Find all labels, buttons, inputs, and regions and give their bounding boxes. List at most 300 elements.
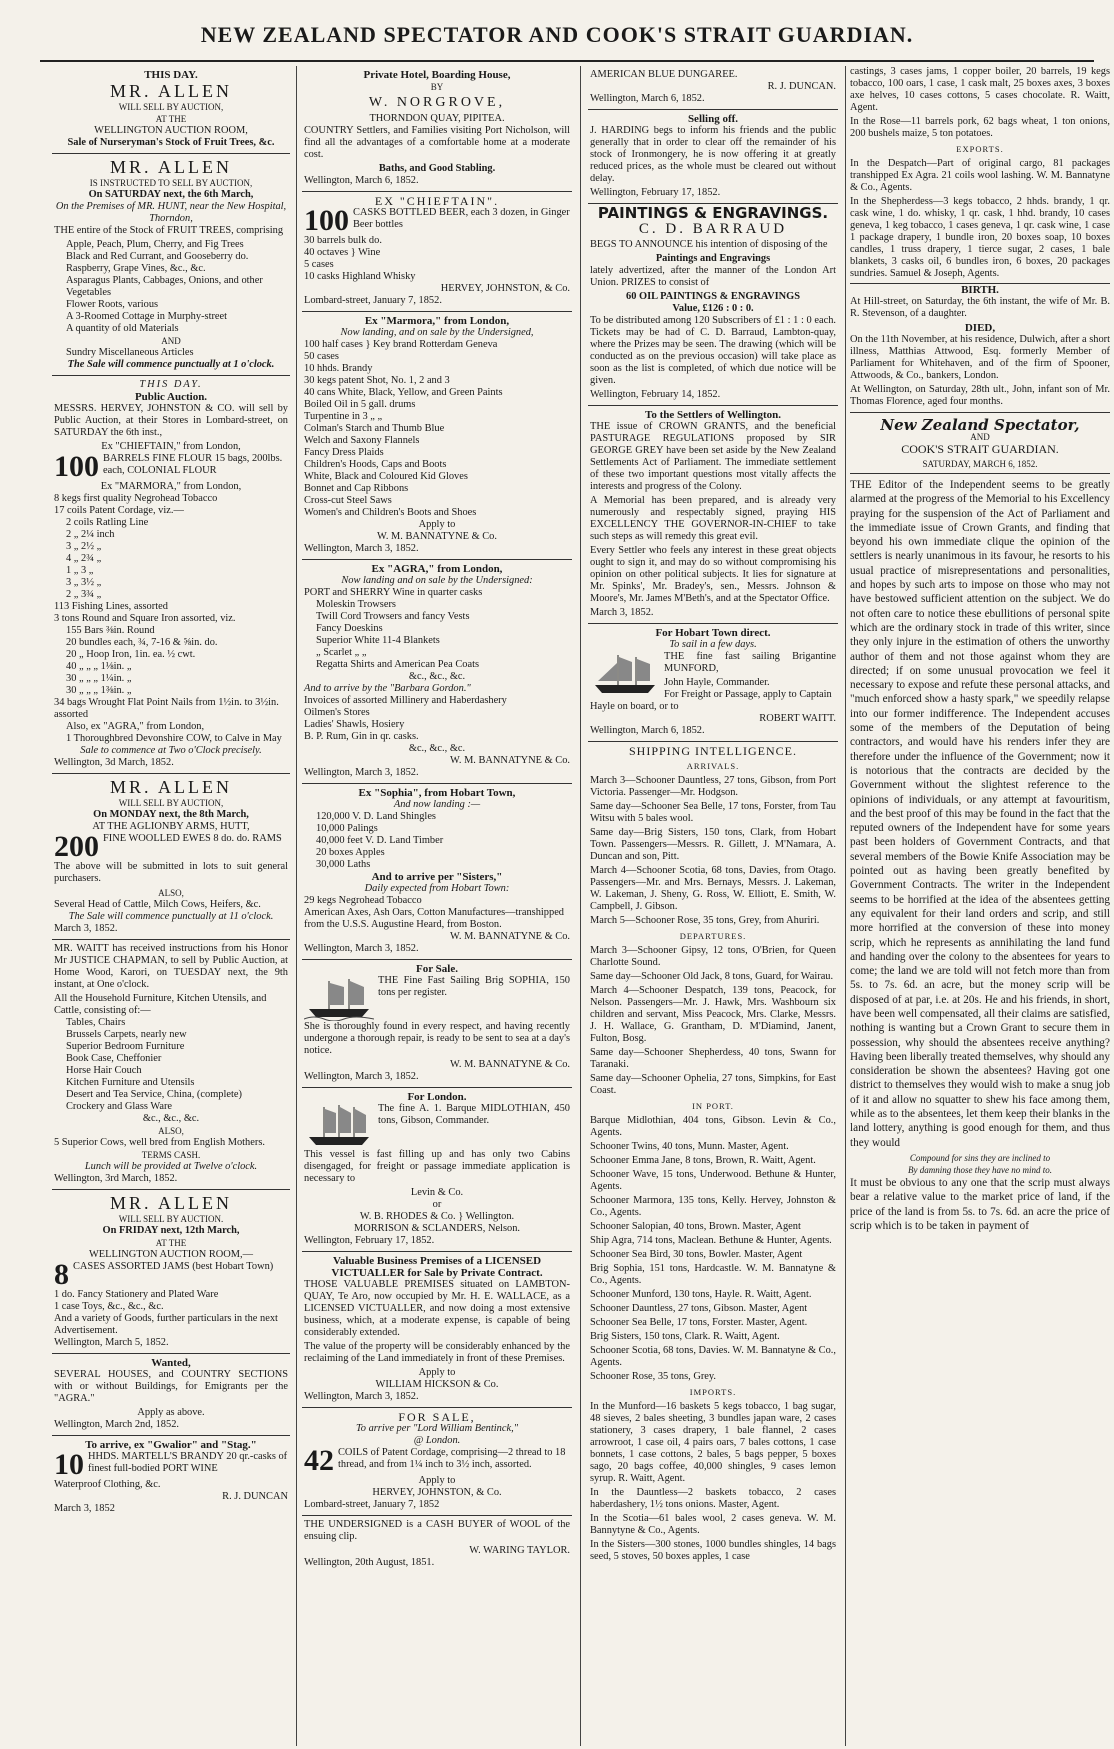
advert-hervey-johnston: [52, 376, 290, 774]
list-item: Moleskin Trowsers: [316, 599, 396, 610]
list-item: 155 Bars ⅜in. Round: [66, 625, 155, 636]
advert-body: This vessel is fast filling up and has only two Cabins disengaged, for freight or passage immediate application is necessary to: [304, 1149, 570, 1184]
advert-body: THE Fine Fast Sailing Brig SOPHIA, 150 tons per register.: [378, 975, 570, 998]
list-item: 34 bags Wrought Flat Point Nails from 1½in. to 3½in. assorted: [54, 697, 279, 720]
agent-name: W. B. RHODES & Co.: [359, 1211, 456, 1222]
advert-date: Wellington, February 17, 1852.: [590, 187, 721, 198]
editorial-quote: By damning those they have no mind to.: [908, 1164, 1052, 1175]
column-3: [588, 66, 838, 1746]
advert-midlothian: [302, 1088, 572, 1252]
advert-wool-buyer: [302, 1516, 572, 1573]
editorial-title: New Zealand Spectator,: [880, 416, 1080, 434]
advert-heading: To arrive, ex "Gwalior" and "Stag.": [85, 1439, 257, 1451]
advert-date: March 3, 1852: [54, 1503, 115, 1514]
advert-date: Wellington, March 3, 1852.: [304, 1071, 419, 1082]
ship-engraving-icon: [304, 1103, 374, 1149]
list-item: 10,000 Palings: [316, 823, 378, 834]
advert-line: Several Head of Cattle, Milch Cows, Heifers, &c.: [54, 899, 261, 910]
advert-line: Apply to: [418, 519, 456, 530]
advert-body: COUNTRY Settlers, and Families visiting Port Nicholson, will find all the advantages of a comfortable home at a moderate cost.: [304, 125, 570, 160]
advert-line: WELLINGTON AUCTION ROOM,—: [88, 1249, 254, 1260]
auctioneer-name: MR. ALLEN: [109, 1193, 232, 1213]
advert-body: THE entire of the Stock of FRUIT TREES, comprising: [54, 225, 284, 236]
advert-line: FINE WOOLLED EWES 8 do. do. RAMS: [103, 833, 282, 844]
list-item: Women's and Children's Boots and Shoes: [304, 507, 477, 518]
advert-heading: Selling off.: [687, 113, 739, 125]
quantity-number: 10: [54, 1448, 84, 1481]
advert-line: On MONDAY next, the 8th March,: [93, 809, 249, 820]
advert-brandy: [52, 1436, 290, 1519]
list-item: Raspberry, Grape Vines, &c., &c.: [66, 263, 206, 274]
advert-body: A Memorial has been prepared, and is already very numerously and respectably signed, praying HIS EXCELLENCY THE GOVERNOR-IN-CHIEF to take such steps as will remedy this great evil.: [590, 495, 836, 542]
list-item: 5 cases: [304, 259, 334, 270]
advert-line: And to arrive by the "Barbara Gordon.": [304, 683, 471, 694]
list-item: 5 Superior Cows, well bred from English Mothers.: [54, 1137, 265, 1148]
list-item: Superior Bedroom Furniture: [66, 1041, 185, 1052]
section-subheading: ARRIVALS.: [686, 761, 740, 771]
list-item: 30 kegs patent Shot, No. 1, 2 and 3: [304, 375, 450, 386]
advert-body: COILS of Patent Cordage, comprising—2 thread to 18 thread, and from 1¼ inch to 3½ inch, assorted.: [338, 1447, 566, 1470]
list-item: March 3—Schooner Dauntless, 27 tons, Gibson, from Port Victoria. Passenger—Mr. Hodgson.: [590, 775, 836, 798]
list-item: &c., &c., &c.: [408, 671, 466, 682]
list-item: 10 hhds. Brandy: [304, 363, 373, 374]
advert-line: Waterproof Clothing, &c.: [54, 1479, 161, 1490]
advert-subheading: @ London.: [413, 1435, 461, 1446]
advert-line: Apply to: [418, 1475, 456, 1486]
list-item: Turpentine in 3 „ „: [304, 411, 383, 422]
advert-line: IS INSTRUCTED TO SELL BY AUCTION,: [89, 178, 253, 188]
section-heading: SHIPPING INTELLIGENCE.: [629, 744, 797, 758]
advert-date: Wellington, March 6, 1852.: [304, 175, 419, 186]
advert-line: AT THE: [155, 1238, 187, 1248]
list-item: Brig Sisters, 150 tons, Clark. R. Waitt, Agent.: [590, 1331, 780, 1342]
advert-body: To be distributed among 120 Subscribers of £1 : 1 : 0 each. Tickets may be had of C. D. Barraud, Lambton-quay, where the Prizes may be seen. The drawing (which will be conducted as on the previous occasion) will take place as soon as the list is completed, of which due notice will be given.: [590, 315, 836, 386]
advert-date: March 3, 1852.: [54, 923, 118, 934]
list-item: 30,000 Laths: [316, 859, 371, 870]
top-rule: [40, 60, 1094, 62]
column-4: [850, 66, 1110, 1746]
advert-line: On SATURDAY next, the 6th March,: [88, 189, 254, 200]
list-item: Welch and Saxony Flannels: [304, 435, 420, 446]
list-item: March 4—Schooner Scotia, 68 tons, Davies, from Otago. Passengers—Mr. and Mrs. Bernays, Messrs. J. Lakeman, W. Lakeman, J. Sheny, G. Ross, W. Elliott, E. Smith, W. Campbell, J. Gibson.: [590, 865, 836, 912]
list-item: 4 „ 2¾ „: [66, 553, 102, 564]
column-divider: [580, 66, 581, 1746]
advert-chieftain-beer: [302, 192, 572, 312]
list-item: In the Sisters—300 stones, 1000 bundles shingles, 14 bags seed, 5 stoves, 50 boxes apples, 1 case: [590, 1539, 836, 1562]
advert-signature: HERVEY, JOHNSTON, & Co.: [440, 283, 570, 294]
advert-body: MESSRS. HERVEY, JOHNSTON & CO. will sell by Public Auction, at their Stores in Lombard-street, on SATURDAY the 6th inst.,: [54, 403, 288, 438]
advert-date: Wellington, March 6, 1852.: [590, 725, 705, 736]
list-item: A 3-Roomed Cottage in Murphy-street: [66, 311, 228, 322]
list-item: Ship Agra, 714 tons, Maclean. Bethune & Hunter, Agents.: [590, 1235, 832, 1246]
advert-victualler: [302, 1252, 572, 1408]
advert-body: She is thoroughly found in every respect, and having recently undergone a thorough repair, is ready to be sent to sea at a day's notice.: [304, 1021, 570, 1056]
advert-hotel: [302, 66, 572, 192]
advert-allen-fruit-trees: [52, 154, 290, 376]
list-item: Schooner Dauntless, 27 tons, Gibson. Master, Agent: [590, 1303, 808, 1314]
advert-line: BY: [430, 82, 444, 92]
list-item: Schooner Marmora, 135 tons, Kelly. Hervey, Johnston & Co., Agents.: [590, 1195, 836, 1218]
advert-line: Ex "CHIEFTAIN," from London,: [101, 441, 241, 452]
editorial-title: COOK'S STRAIT GUARDIAN.: [901, 442, 1059, 456]
auctioneer-name: MR. ALLEN: [109, 157, 232, 177]
advert-heading: THIS DAY.: [139, 379, 203, 390]
editorial-quote: Compound for sins they are inclined to: [909, 1152, 1051, 1163]
advert-body: THE fine fast sailing Brigantine MUNFORD,: [664, 651, 836, 674]
list-item: Superior White 11-4 Blankets: [316, 635, 440, 646]
advert-line: John Hayle, Commander.: [664, 677, 770, 688]
list-item: March 3—Schooner Gipsy, 12 tons, O'Brien, for Queen Charlotte Sound.: [590, 945, 836, 968]
advert-line: Ex "MARMORA," from London,: [100, 481, 242, 492]
advert-signature: R. J. DUNCAN.: [767, 81, 836, 92]
list-item: Barque Midlothian, 404 tons, Gibson. Levin & Co., Agents.: [590, 1115, 836, 1138]
advert-footer: Sale to commence at Two o'Clock precisely.: [80, 745, 262, 756]
advert-line: Daily expected from Hobart Town:: [364, 883, 510, 894]
advert-heading: THIS DAY.: [144, 69, 198, 81]
quantity-number: 100: [304, 204, 349, 237]
editorial-body: It must be obvious to any one that the scrip must always bear a relative value to the market price of land, if the price of the land is from 5s. to 7s. 6d. an acre the price of scrip which is to be taken in payment of: [850, 1176, 1110, 1232]
advert-allen-nursery: [52, 66, 290, 154]
advert-line: WILL SELL BY AUCTION,: [118, 798, 224, 808]
advert-body: AMERICAN BLUE DUNGAREE.: [590, 69, 738, 80]
list-item: 1 „ 3 „: [66, 565, 94, 576]
list-item: Schooner Wave, 15 tons, Underwood. Bethune & Hunter, Agents.: [590, 1169, 836, 1192]
proprietor-name: W. NORGROVE,: [368, 95, 506, 110]
shipping-intelligence: [588, 742, 838, 1568]
list-item: &c., &c., &c.: [142, 1113, 200, 1124]
newspaper-title: NEW ZEALAND SPECTATOR AND COOK'S STRAIT GUARDIAN.: [200, 22, 914, 47]
ship-engraving-icon: [590, 651, 660, 697]
list-item: In the Scotia—61 bales wool, 2 cases geneva. W. M. Bannytyne & Co., Agents.: [590, 1513, 836, 1536]
list-item: 30 „ „ „ 1¼in. „: [66, 673, 132, 684]
advert-signature: W. M. BANNATYNE & Co.: [450, 931, 570, 942]
list-item: And a variety of Goods, further particulars in the next Advertisement.: [54, 1313, 278, 1336]
list-item: Schooner Rose, 35 tons, Grey.: [590, 1371, 717, 1382]
list-item: American Axes, Ash Oars, Cotton Manufactures—transhipped from the U.S.S. Augustine Heard, from Boston.: [304, 907, 564, 930]
quantity-number: 8: [54, 1258, 69, 1291]
advert-signature: W. M. BANNATYNE & Co.: [450, 1059, 570, 1070]
advert-body: THE UNDERSIGNED is a CASH BUYER of WOOL of the ensuing clip.: [304, 1519, 570, 1542]
advert-date: Wellington, March 5, 1852.: [54, 1337, 169, 1348]
advert-line: For Freight or Passage, apply to Captain Hayle on board, or to: [590, 689, 832, 712]
masthead: [0, 0, 1114, 52]
advert-line: AT THE AGLIONBY ARMS, HUTT,: [92, 821, 250, 832]
list-item: 40 cans White, Black, Yellow, and Green Paints: [304, 387, 503, 398]
list-item: Brussels Carpets, nearly new: [66, 1029, 187, 1040]
advert-body: Every Settler who feels any interest in these great objects ought to sign it, and may do so without compromising his opinion on other political subjects. It lies for signature at Mr. Spinks', Mr. Bradey's, sen., Messrs. Johnson & Moore's, Mr. James M'Beth's, and at the Spectator Office.: [590, 545, 836, 604]
advert-subheading: Public Auction.: [134, 391, 208, 403]
advert-heading: Valuable Business Premises of a LICENSED VICTUALLER for Sale by Private Contract.: [331, 1255, 543, 1279]
list-item: Schooner Sea Bird, 30 tons, Bowler. Master, Agent: [590, 1249, 803, 1260]
advert-date: Wellington, 20th August, 1851.: [304, 1557, 435, 1568]
list-item: 8 kegs first quality Negrohead Tobacco: [54, 493, 218, 504]
list-item: Flower Roots, various: [66, 299, 159, 310]
section-heading: DIED,: [964, 322, 996, 334]
column-divider: [845, 66, 846, 1746]
advert-munford: [588, 624, 838, 742]
editorial-body: THE Editor of the Independent seems to be greatly alarmed at the progress of the Memorial to his Excellency praying for the suspension of the Act of Parliament and the immediate issue of Crown Grants, and finding that beyond his own immediate clique the opinion of the settlers is nearly unanimous in its favour, he resorts to his usual practice of misrepresentations and personalities, and hopes by such arts to impose on those who may not have bestowed sufficient attention on the subject. We do not often care to notice these ebullitions of personal spite which are the ordinary stock in trade of this writer, since they only injure in the estimation of others the unworthy author of them and not those against whom they are directed; if on some unusual provocation we feel it necessary to expose and refute these personal attacks, and "much enforced show a hasty spark," we speedily relapse into our former indifference. The Independent accuses some of the members of the Deputation of being contractors, and would have his renders infer they are therefore under the influence of the Government; now it is notorious that the contracts are decided by the Government without the slightest reference to the opinions of individuals, or any attempt at favouritism, and the best proof of this may be found in the fact that the reputed owners of the Independent have for some years past been holders of Government Contracts, and that several members of the Bowie Knife Association may be pointed out as having been greatly benefited by Government Contracts. The writer in the Independent seems to be horrified at the idea of the absentees getting any equivalent for their land orders and scrip, and still more horrified at the conversion of these into money scrip, which he represents as annihilating the land fund and handing over the colony to the absentees for years to come; the land we are told will not fetch more than from 5s. to 7s. 6d. an acre, but the money scrip will be disposed of at par, i.e. at 20s. He and his friends, in short, have been well compensated, all their claims are satisfied, nothing is wanting but a Crown Grant to secure them in possession, why should the absentees receive anything? Having been liberally treated themselves, why should any consideration be shown the absentees? Having got one district to themselves they would wish to make a snug job of it and allow no squatter to shew his face among them, while as to the absentees, let them keep their blanks in the land lottery, anything is good enough for them, and thus they would: [850, 479, 1110, 1149]
advert-date: Wellington, March 3, 1852.: [304, 767, 419, 778]
list-item: Colman's Starch and Thumb Blue: [304, 423, 445, 434]
advert-line: Value, £126 : 0 : 0.: [672, 303, 754, 314]
advert-body: HHDS. MARTELL'S BRANDY 20 qr.-casks of finest full-bodied PORT WINE: [88, 1451, 288, 1474]
advert-body: The above will be submitted in lots to suit general purchasers.: [54, 861, 288, 884]
list-item: B. P. Rum, Gin in qr. casks.: [304, 731, 419, 742]
list-item: 3 „ 2½ „: [66, 541, 102, 552]
advert-body: CASKS BOTTLED BEER, each 3 dozen, in Ginger Beer bottles: [353, 207, 570, 230]
advert-date: Wellington, March 2nd, 1852.: [54, 1419, 179, 1430]
advert-date: March 3, 1852.: [590, 607, 654, 618]
advert-date: Lombard-street, January 7, 1852: [304, 1499, 440, 1510]
list-item: Twill Cord Trowsers and fancy Vests: [316, 611, 470, 622]
list-item: In the Dauntless—2 baskets tobacco, 2 cases haberdashery, 1½ tons onions. Master, Agent.: [590, 1487, 836, 1510]
advert-line: Sale of Nurseryman's Stock of Fruit Trees, &c.: [67, 137, 275, 148]
list-item: Schooner Sea Belle, 17 tons, Forster. Master, Agent.: [590, 1317, 808, 1328]
advert-subheading: Now landing and on sale by the Undersigned:: [341, 575, 533, 586]
notice-text: On the 11th November, at his residence, Dulwich, after a short illness, Matthias Attwood, Esq. formerly Member of Parliament for Whitehaven, and of the firm of Spooner, Attwoods, & Co., bankers, London.: [850, 334, 1110, 381]
list-item: March 5—Schooner Rose, 35 tons, Grey, from Ahuriri.: [590, 915, 820, 926]
advert-subheading: Now landing, and on sale by the Undersigned,: [340, 327, 534, 338]
advert-heading: Private Hotel, Boarding House,: [363, 69, 511, 81]
list-item: In the Munford—16 baskets 5 kegs tobacco, 1 bag sugar, 48 sieves, 2 bales sheeting, 3 bundles japan ware, 2 cases stationery, 3 cases drapery, 1 bale flannel, 2 cases arrowroot, 1 case oil, 4 pairs oars, 7 bales cottons, 1 case bonnets, 1 case cottons, 2 bales, 5 bags pepper, 5 boxes sago, 20 bags coffee, 40,000 shingles, 9 cases lemon syrup. R. Waitt, Agent.: [590, 1401, 836, 1484]
advert-body: THOSE VALUABLE PREMISES situated on LAMBTON-QUAY, Te Aro, now occupied by Mr. H. E. WALLACE, as a LICENSED VICTUALLER, and now doing a most extensive business, which, at a moderate expense, is capable of being considerably extended.: [304, 1279, 570, 1338]
list-item: In the Shepherdess—3 kegs tobacco, 2 hhds. brandy, 1 qr. cask wine, 1 do. whisky, 1 qr. cask, 1 hhd. brandy, 10 cases geneva, 1 keg tobacco, 1 cases geneva, 1 qr. cask wine, 1 case 1 package drapery, 1 bundle iron, 20 boxes soap, 10 boxes candles, 1 truss drapery, 1 tierce sugar, 2 cases, 1 bale blankets, 3 casks oil, 6 bundles iron, 6 boxes, 20 packages sundries. Samuel & Joseph, Agents.: [850, 196, 1110, 279]
list-item: Regatta Shirts and American Pea Coats: [316, 659, 480, 670]
advert-date: Wellington, March 6, 1852.: [590, 93, 705, 104]
advert-line: On the Premises of MR. HUNT, near the New Hospital, Thorndon,: [55, 201, 287, 224]
list-item: Same day—Schooner Old Jack, 8 tons, Guard, for Wairau.: [590, 971, 834, 982]
imports-continued: In the Rose—11 barrels pork, 62 bags wheat, 1 ton onions, 200 bushels maize, 5 ton potatoes.: [850, 116, 1110, 139]
advert-line: AT THE: [155, 114, 187, 124]
list-item: 2 coils Ratling Line: [66, 517, 149, 528]
list-item: White, Black and Coloured Kid Gloves: [304, 471, 468, 482]
list-item: 1 do. Fancy Stationery and Plated Ware: [54, 1289, 219, 1300]
advert-signature: R. J. DUNCAN: [222, 1491, 288, 1502]
list-item: 20 „ Hoop Iron, 1in. ea. ½ cwt.: [66, 649, 196, 660]
advert-line: On FRIDAY next, 12th March,: [102, 1225, 240, 1236]
advert-body: THE issue of CROWN GRANTS, and the beneficial PASTURAGE REGULATIONS proposed by SIR GEORGE GREY have been set aside by the New Zealand Settlements Act of Parliament. The immediate settlement of these two important questions most vitally affects the interests and progress of the Colony.: [590, 421, 836, 492]
list-item: 10 casks Highland Whisky: [304, 271, 416, 282]
list-item: 40,000 feet V. D. Land Timber: [316, 835, 444, 846]
list-item: Kitchen Furniture and Utensils: [66, 1077, 195, 1088]
list-item: 20 bundles each, ¾, 7-16 & ⅝in. do.: [66, 637, 218, 648]
advert-signature: WILLIAM HICKSON & Co.: [375, 1379, 499, 1390]
advert-line: WELLINGTON AUCTION ROOM,: [94, 125, 248, 136]
advert-line: THORNDON QUAY, PIPITEA.: [369, 113, 505, 124]
advert-heading: FOR SALE,: [398, 1410, 476, 1424]
editorial-title: AND: [970, 432, 990, 442]
list-item: 1 Thoroughbred Devonshire COW, to Calve in May: [66, 733, 282, 744]
advert-harding: [588, 110, 838, 204]
advert-paintings: [588, 204, 838, 406]
agent-name: MORRISON & SCLANDERS, Nelson.: [354, 1223, 520, 1234]
advert-body: lately advertized, after the manner of the London Art Union. PRIZES to consist of: [590, 265, 836, 288]
advert-date: Wellington, March 3, 1852.: [304, 1391, 419, 1402]
list-item: Black and Red Currant, and Gooseberry do.: [66, 251, 249, 262]
advert-waitt-furniture: [52, 940, 290, 1190]
advert-line: Paintings and Engravings: [655, 253, 771, 264]
advert-date: Wellington, February 17, 1852.: [304, 1235, 435, 1246]
list-item: Schooner Salopian, 40 tons, Brown. Master, Agent: [590, 1221, 801, 1232]
advert-dungaree: [588, 66, 838, 110]
advert-line: All the Household Furniture, Kitchen Utensils, and Cattle, consisting of:—: [54, 993, 267, 1016]
list-item: &c., &c., &c.: [408, 743, 466, 754]
advert-line: or: [432, 1199, 442, 1210]
advert-footer: The Sale will commence punctually at 11 o'clock.: [68, 911, 274, 922]
list-item: Tables, Chairs: [66, 1017, 126, 1028]
list-item: Crockery and Glass Ware: [66, 1101, 173, 1112]
advert-date: Wellington, March 3, 1852.: [304, 543, 419, 554]
list-item: Same day—Schooner Ophelia, 27 tons, Simpkins, for East Coast.: [590, 1073, 836, 1096]
list-item: Bonnet and Cap Ribbons: [304, 483, 409, 494]
advert-line: 60 OIL PAINTINGS & ENGRAVINGS: [626, 291, 800, 302]
advert-body: BEGS TO ANNOUNCE his intention of disposing of the: [590, 239, 828, 250]
notice-text: At Hill-street, on Saturday, the 6th instant, the wife of Mr. B. R. Stevenson, of a daughter.: [850, 296, 1110, 319]
list-item: A quantity of old Materials: [66, 323, 179, 334]
list-item: Fancy Doeskins: [316, 623, 383, 634]
advert-date: Wellington, 3rd March, 1852.: [54, 1173, 178, 1184]
advert-heading: PAINTINGS & ENGRAVINGS.: [597, 204, 829, 222]
list-item: Apple, Peach, Plum, Cherry, and Fig Trees: [66, 239, 244, 250]
column-2: [302, 66, 572, 1746]
advert-signature: ROBERT WAITT.: [759, 713, 836, 724]
advert-subheading: To sail in a few days.: [669, 639, 757, 650]
advert-settlers: [588, 406, 838, 624]
advert-heading: For Hobart Town direct.: [655, 627, 771, 639]
advert-subheading: And to arrive per "Sisters,": [371, 871, 503, 883]
list-item: 2 „ 2¼ inch: [66, 529, 115, 540]
advert-heading: Ex "AGRA," from London,: [371, 563, 503, 575]
list-item: Also, ex "AGRA," from London,: [66, 721, 205, 732]
advert-agra: [302, 560, 572, 784]
advert-heading: For London.: [407, 1091, 467, 1103]
list-item: 113 Fishing Lines, assorted: [54, 601, 168, 612]
advert-body: SEVERAL HOUSES, and COUNTRY SECTIONS with or without Buildings, for Emigrants per the "AGRA.": [54, 1369, 288, 1404]
notice-text: At Wellington, on Saturday, 28th ult., John, infant son of Mr. Thomas Florence, aged four months.: [850, 384, 1110, 407]
list-item: 50 cases: [304, 351, 339, 362]
section-subheading: DEPARTURES.: [679, 931, 747, 941]
list-item: 40 „ „ „ 1⅛in. „: [66, 661, 132, 672]
ship-engraving-icon: [304, 975, 374, 1021]
list-item: Schooner Scotia, 68 tons, Davies. W. M. Bannatyne & Co., Agents.: [590, 1345, 836, 1368]
list-item: 20 boxes Apples: [316, 847, 385, 858]
list-item: Desert and Tea Service, China, (complete): [66, 1089, 242, 1100]
list-item: 30 „ „ „ 1⅜in. „: [66, 685, 132, 696]
auctioneer-name: MR. ALLEN: [109, 777, 232, 797]
list-item: 3 „ 3½ „: [66, 577, 102, 588]
list-item: 1 case Toys, &c., &c., &c.: [54, 1301, 164, 1312]
list-item: Children's Hoods, Caps and Boots: [304, 459, 447, 470]
quantity-number: 200: [54, 830, 99, 863]
list-item: AND: [161, 336, 181, 346]
advert-heading: Ex "Sophia", from Hobart Town,: [358, 787, 516, 799]
list-item: In the Despatch—Part of original cargo, 81 packages transhipped Ex Agra. 21 coils wool lashing. W. M. Bannatyne & Co., Agents.: [850, 158, 1110, 193]
list-item: Same day—Brig Sisters, 150 tons, Clark, from Hobart Town. Passengers—Messrs. R. Gillett, J. M'Namara, A. Duncan and son, Pitt.: [590, 827, 836, 862]
advert-line: WILL SELL BY AUCTION,: [118, 102, 224, 112]
list-item: TERMS CASH.: [141, 1150, 201, 1160]
advert-body: J. HARDING begs to inform his friends and the public generally that in order to clear off the remainder of his stock of Ironmongery, he is now offering it at greatly reduced prices, as the whole must be cleared out without delay.: [590, 125, 836, 184]
advert-date: Wellington, 3d March, 1852.: [54, 757, 174, 768]
list-item: Sundry Miscellaneous Articles: [66, 347, 194, 358]
section-heading: BIRTH.: [961, 284, 999, 296]
list-item: Schooner Munford, 130 tons, Hayle. R. Waitt, Agent.: [590, 1289, 812, 1300]
advert-line: ALSO,: [158, 888, 184, 898]
advert-heading: EX "CHIEFTAIN".: [374, 194, 500, 208]
advert-line: Apply as above.: [137, 1407, 205, 1418]
advert-date: Wellington, February 14, 1852.: [590, 389, 721, 400]
advert-footer: Lunch will be provided at Twelve o'clock.: [84, 1161, 258, 1172]
advert-sophia-cargo: [302, 784, 572, 960]
list-item: Schooner Twins, 40 tons, Munn. Master, Agent.: [590, 1141, 789, 1152]
list-item: March 4—Schooner Despatch, 139 tons, Peacock, for Nelson. Passengers—Mr. J. Hawk, Mrs. Washbourn six children and servant, Miss Peacock, Mrs. Clarke, Messrs. J. H. Wallace, G. Grantham, D. M'Diamind, Janent, Fulton, Bosg.: [590, 985, 836, 1044]
section-subheading: EXPORTS.: [956, 144, 1004, 154]
advert-body: The fine A. 1. Barque MIDLOTHIAN, 450 tons, Gibson, Commander.: [378, 1103, 570, 1126]
list-item: CASES ASSORTED JAMS (best Hobart Town): [73, 1261, 274, 1272]
list-item: 29 kegs Negrohead Tobacco: [304, 895, 422, 906]
advert-sophia-sale: [302, 960, 572, 1088]
quantity-number: 42: [304, 1444, 334, 1477]
list-item: Brig Sophia, 151 tons, Hardcastle. W. M. Bannatyne & Co., Agents.: [590, 1263, 836, 1286]
auctioneer-name: MR. ALLEN: [109, 81, 232, 101]
advert-heading: For Sale.: [416, 963, 458, 975]
advert-signature: W. M. BANNATYNE & Co.: [377, 531, 497, 542]
list-item: ALSO,: [158, 1126, 184, 1136]
list-item: Ladies' Shawls, Hosiery: [304, 719, 405, 730]
advert-heading: To the Settlers of Wellington.: [645, 409, 781, 421]
list-item: Invoices of assorted Millinery and Haberdashery: [304, 695, 507, 706]
quantity-number: 100: [54, 450, 99, 483]
advert-line: WILL SELL BY AUCTION.: [118, 1214, 224, 1224]
advertiser-name: C. D. BARRAUD: [638, 221, 788, 237]
advert-line: Baths, and Good Stabling.: [378, 163, 496, 174]
list-item: Same day—Schooner Shepherdess, 40 tons, Swann for Taranaki.: [590, 1047, 836, 1070]
column-1: [52, 66, 290, 1746]
agent-name: Levin & Co.: [410, 1187, 464, 1198]
list-item: Horse Hair Couch: [66, 1065, 142, 1076]
list-item: Schooner Emma Jane, 8 tons, Brown, R. Waitt, Agent.: [590, 1155, 816, 1166]
list-item: 2 „ 3¾ „: [66, 589, 102, 600]
section-subheading: IN PORT.: [692, 1101, 734, 1111]
list-item: 30 barrels bulk do.: [304, 235, 382, 246]
advert-date: Wellington, March 3, 1852.: [304, 943, 419, 954]
advert-body: MR. WAITT has received instructions from his Honor Mr JUSTICE CHAPMAN, to sell by Public Auction, at Home Wood, Karori, on TUESDAY next, the 9th instant, at One o'clock.: [54, 943, 288, 990]
list-item: Oilmen's Stores: [304, 707, 370, 718]
advert-signature: W. WARING TAYLOR.: [469, 1545, 570, 1556]
list-item: Cross-cut Steel Saws: [304, 495, 392, 506]
column-divider: [296, 66, 297, 1746]
editorial-date: SATURDAY, MARCH 6, 1852.: [922, 459, 1038, 469]
advert-line: BARRELS FINE FLOUR 15 bags, 200lbs. each, COLONIAL FLOUR: [103, 453, 283, 476]
advert-line: } Wellington.: [458, 1211, 515, 1222]
advert-body: The value of the property will be considerably enhanced by the reclaiming of the Land immediately in front of these Premises.: [304, 1341, 570, 1364]
imports-continued: castings, 3 cases jams, 1 copper boiler, 20 barrels, 19 kegs tobacco, 100 oars, 1 case, 1 cask malt, 25 boxes axes, 3 boxes axe helves, 10 cases cottons, 5 cases chocolate. R. Waitt, Agent.: [850, 66, 1110, 113]
advert-allen-jams: [52, 1190, 290, 1354]
list-item: 17 coils Patent Cordage, viz.—: [54, 505, 184, 516]
advert-subheading: And now landing :—: [393, 799, 481, 810]
list-item: 120,000 V. D. Land Shingles: [316, 811, 436, 822]
list-item: Boiled Oil in 5 gall. drums: [304, 399, 416, 410]
advert-cordage: [302, 1408, 572, 1516]
advert-heading: Wanted,: [151, 1357, 191, 1369]
list-item: Fancy Dress Plaids: [304, 447, 384, 458]
advert-signature: W. M. BANNATYNE & Co.: [450, 755, 570, 766]
list-item: Book Case, Cheffonier: [66, 1053, 162, 1064]
list-item: 100 half cases } Key brand Rotterdam Geneva: [304, 339, 498, 350]
advert-wanted: [52, 1354, 290, 1436]
advert-subheading: To arrive per "Lord William Bentinck,": [355, 1423, 519, 1434]
list-item: PORT and SHERRY Wine in quarter casks: [304, 587, 483, 598]
advert-signature: HERVEY, JOHNSTON, & Co.: [372, 1487, 502, 1498]
